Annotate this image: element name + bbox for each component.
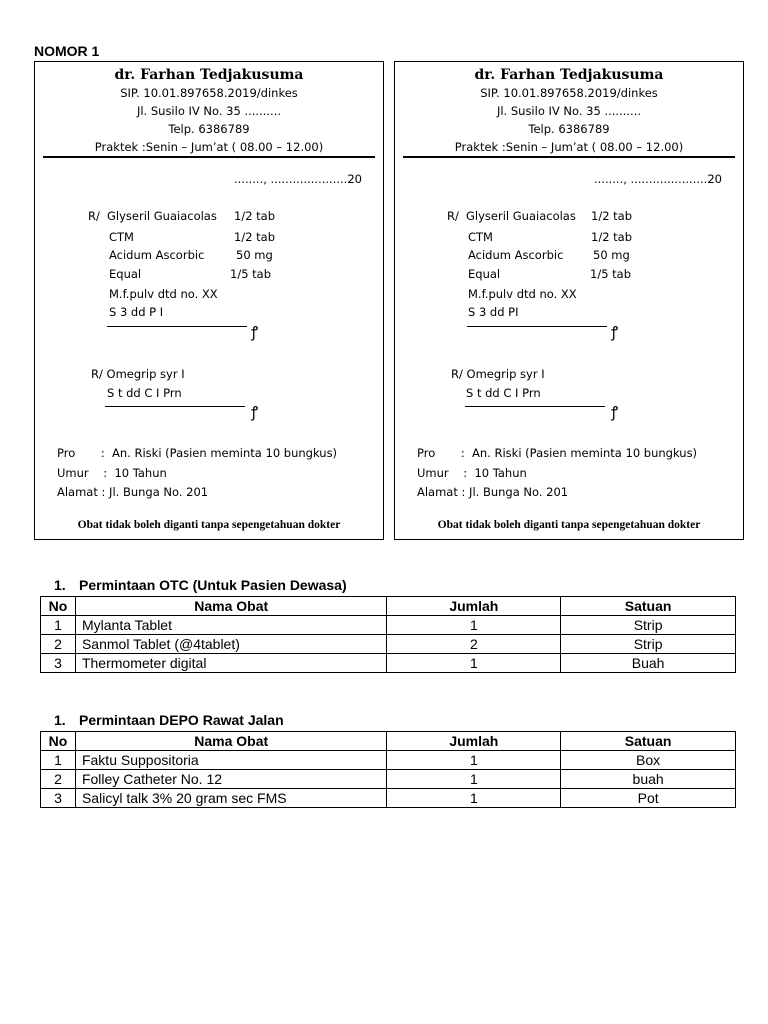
prescription-header <box>35 62 383 156</box>
doctor-address: Jl. Susilo IV No. 35 .......... <box>136 104 282 118</box>
table-row <box>41 635 736 654</box>
rx1-item-dose: 1/2 tab <box>591 230 633 244</box>
page-heading: NOMOR 1 <box>34 43 100 59</box>
cell-quantity: 2 <box>387 635 561 654</box>
patient-address: Alamat : Jl. Bunga No. 201 <box>57 485 209 499</box>
rx2-line: R/ Omegrip syr I <box>91 367 185 381</box>
rx1-item-name: Glyseril Guaiacolas <box>466 209 576 223</box>
cell-unit: buah <box>561 770 736 789</box>
rx1-item-name: CTM <box>468 230 493 244</box>
rx1-item-dose: 1/5 tab <box>230 267 272 281</box>
rx1-item-name: Equal <box>109 267 142 281</box>
rx2-line: R/ Omegrip syr I <box>451 367 545 381</box>
cell-quantity: 1 <box>387 751 561 770</box>
doctor-phone: Telp. 6386789 <box>168 122 250 136</box>
cell-drug-name: Sanmol Tablet (@4tablet) <box>75 635 387 654</box>
patient-address: Alamat : Jl. Bunga No. 201 <box>417 485 569 499</box>
table-row <box>41 789 736 808</box>
signature-line <box>105 406 245 407</box>
rx1-item-dose: 1/2 tab <box>234 230 276 244</box>
cell-quantity: 1 <box>387 770 561 789</box>
patient-name: Pro : An. Riski (Pasien meminta 10 bungkus) <box>417 446 698 460</box>
rx1-prefix: R/ <box>447 209 459 223</box>
paraf-mark: ꝭ <box>251 323 259 341</box>
cell-no: 1 <box>41 751 76 770</box>
cell-drug-name: Salicyl talk 3% 20 gram sec FMS <box>75 789 387 808</box>
prescription-header <box>395 62 743 156</box>
prescription-card-left <box>34 61 384 540</box>
column-header: Jumlah <box>387 732 561 751</box>
prescription-footer: Obat tidak boleh diganti tanpa sepengetahuan dokter <box>437 519 701 531</box>
patient-age: Umur : 10 Tahun <box>417 466 527 480</box>
column-header: No <box>41 597 76 616</box>
practice-hours: Praktek :Senin – Jum’at ( 08.00 – 12.00) <box>454 140 684 154</box>
column-header: Nama Obat <box>75 597 387 616</box>
cell-drug-name: Mylanta Tablet <box>75 616 387 635</box>
doctor-sip: SIP. 10.01.897658.2019/dinkes <box>120 86 298 100</box>
section-title-text: Permintaan OTC (Untuk Pasien Dewasa) <box>79 577 347 593</box>
doctor-phone: Telp. 6386789 <box>528 122 610 136</box>
cell-quantity: 1 <box>387 616 561 635</box>
cell-unit: Strip <box>561 635 736 654</box>
cell-unit: Box <box>561 751 736 770</box>
practice-hours: Praktek :Senin – Jum’at ( 08.00 – 12.00) <box>94 140 324 154</box>
header-divider <box>43 156 375 158</box>
cell-quantity: 1 <box>387 654 561 673</box>
prescription-date: ........, .....................20 <box>594 172 722 186</box>
rx1-item-dose: 1/2 tab <box>234 209 276 223</box>
section-number: 1. <box>54 577 66 593</box>
depo-table <box>40 731 736 808</box>
rx2-signa: S t dd C I Prn <box>107 386 182 400</box>
rx1-signa: S 3 dd PI <box>468 305 519 319</box>
rx1-item-name: Glyseril Guaiacolas <box>107 209 217 223</box>
header-divider <box>403 156 735 158</box>
cell-no: 1 <box>41 616 76 635</box>
column-header: Satuan <box>561 597 736 616</box>
signature-line <box>107 326 247 327</box>
rx2-signa: S t dd C I Prn <box>466 386 541 400</box>
rx1-item-dose: 50 mg <box>236 248 273 262</box>
cell-quantity: 1 <box>387 789 561 808</box>
column-header: Nama Obat <box>75 732 387 751</box>
rx1-item-name: CTM <box>109 230 134 244</box>
signature-line <box>467 326 607 327</box>
otc-section-title <box>54 577 347 593</box>
rx1-item-name: Acidum Ascorbic <box>109 248 205 262</box>
section-number: 1. <box>54 712 66 728</box>
patient-name: Pro : An. Riski (Pasien meminta 10 bungkus) <box>57 446 338 460</box>
paraf-mark: ꝭ <box>251 403 259 421</box>
doctor-address: Jl. Susilo IV No. 35 .......... <box>496 104 642 118</box>
depo-section-title <box>54 712 284 728</box>
table-row <box>41 616 736 635</box>
doctor-sip: SIP. 10.01.897658.2019/dinkes <box>480 86 658 100</box>
cell-unit: Buah <box>561 654 736 673</box>
column-header: Jumlah <box>387 597 561 616</box>
otc-table <box>40 596 736 673</box>
cell-drug-name: Thermometer digital <box>75 654 387 673</box>
table-header-row <box>41 732 736 751</box>
doctor-name: dr. Farhan Tedjakusuma <box>474 67 664 83</box>
cell-no: 2 <box>41 635 76 654</box>
rx1-item-dose: 1/2 tab <box>591 209 633 223</box>
rx1-prefix: R/ <box>88 209 100 223</box>
table-header-row <box>41 597 736 616</box>
rx1-item-dose: 50 mg <box>593 248 630 262</box>
rx1-mf: M.f.pulv dtd no. XX <box>468 287 577 301</box>
paraf-mark: ꝭ <box>611 403 619 421</box>
rx1-signa: S 3 dd P I <box>109 305 164 319</box>
prescription-date: ........, .....................20 <box>234 172 362 186</box>
cell-unit: Strip <box>561 616 736 635</box>
doctor-name: dr. Farhan Tedjakusuma <box>114 67 304 83</box>
rx1-item-dose: 1/5 tab <box>590 267 632 281</box>
cell-no: 2 <box>41 770 76 789</box>
cell-unit: Pot <box>561 789 736 808</box>
table-row <box>41 654 736 673</box>
rx1-item-name: Acidum Ascorbic <box>468 248 564 262</box>
patient-age: Umur : 10 Tahun <box>57 466 167 480</box>
column-header: Satuan <box>561 732 736 751</box>
cell-no: 3 <box>41 789 76 808</box>
rx1-item-name: Equal <box>468 267 501 281</box>
table-row <box>41 770 736 789</box>
paraf-mark: ꝭ <box>611 323 619 341</box>
prescription-card-right <box>394 61 744 540</box>
section-title-text: Permintaan DEPO Rawat Jalan <box>79 712 284 728</box>
column-header: No <box>41 732 76 751</box>
prescription-footer: Obat tidak boleh diganti tanpa sepengetahuan dokter <box>77 519 341 531</box>
cell-no: 3 <box>41 654 76 673</box>
cell-drug-name: Faktu Suppositoria <box>75 751 387 770</box>
signature-line <box>465 406 605 407</box>
table-row <box>41 751 736 770</box>
cell-drug-name: Folley Catheter No. 12 <box>75 770 387 789</box>
rx1-mf: M.f.pulv dtd no. XX <box>109 287 218 301</box>
